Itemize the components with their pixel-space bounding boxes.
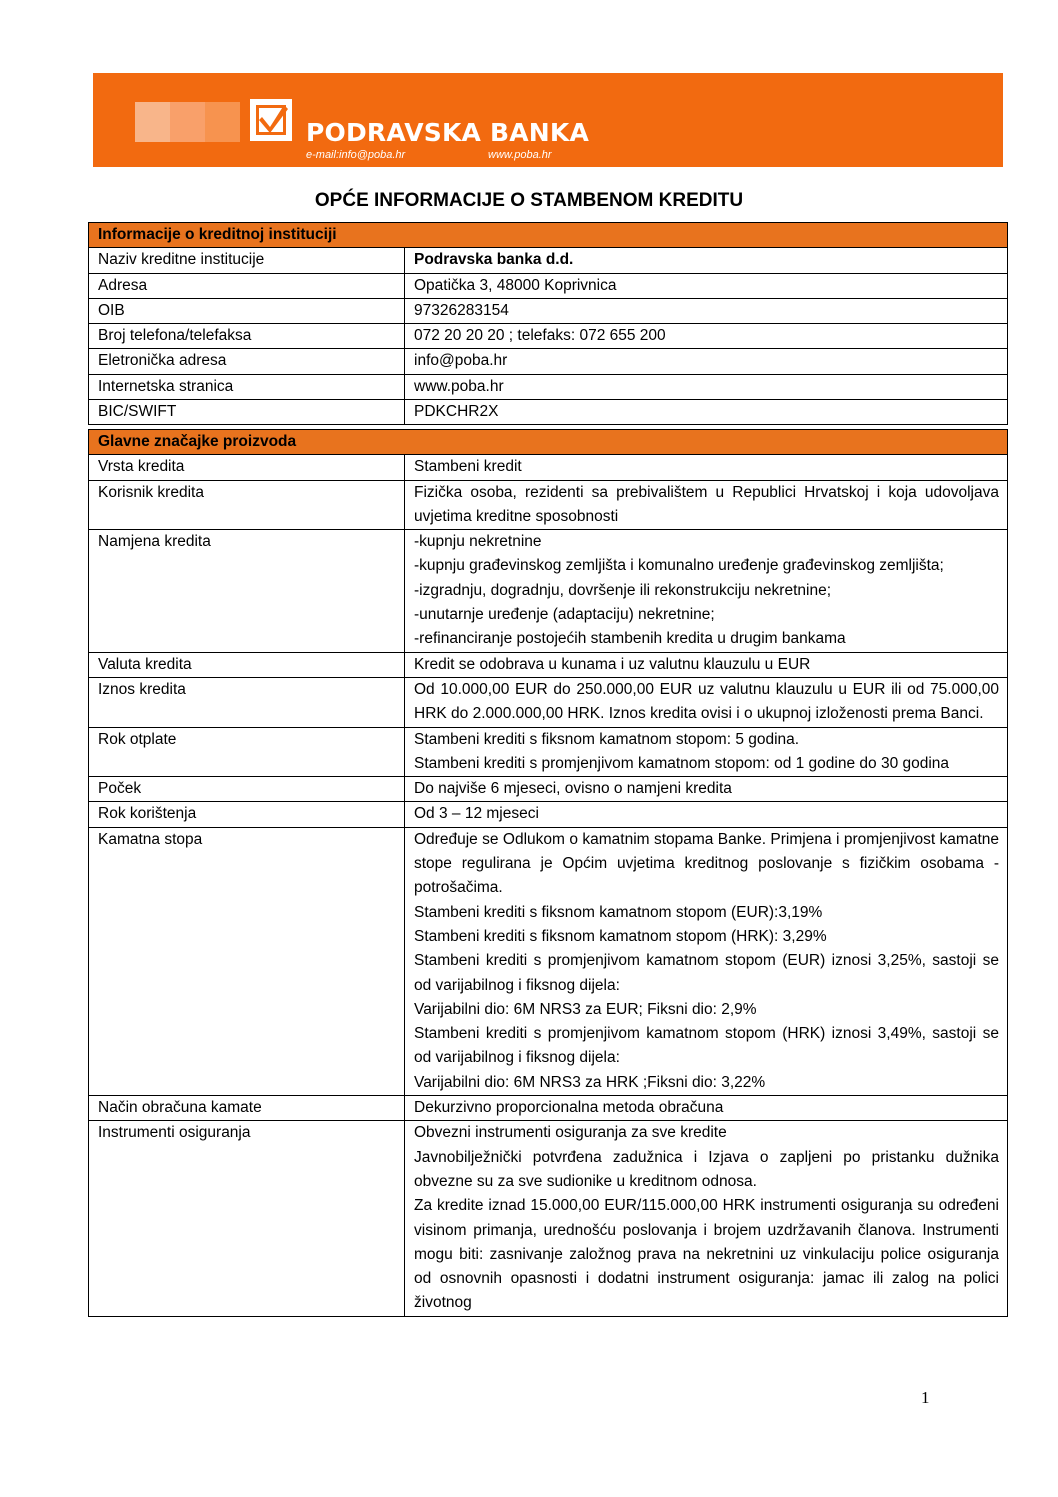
value-line: Do najviše 6 mjeseci, ovisno o namjeni kredita — [414, 780, 732, 798]
value-line: Stambeni krediti s fiksnom kamatnom stopom (EUR):3,19% — [414, 903, 823, 921]
row-value — [405, 480, 1008, 530]
row-label: Namjena kredita — [89, 530, 405, 652]
bank-logo-icon — [250, 99, 292, 141]
table-row — [89, 248, 1008, 273]
table-row — [89, 273, 1008, 298]
value-line: Varijabilni dio: 6M NRS3 za EUR; Fiksni dio: 2,9% — [414, 1000, 757, 1018]
value-line: -kupnju nekretnine — [414, 533, 542, 551]
value-line: -unutarnje uređenje (adaptaciju) nekretnine; — [414, 606, 715, 624]
row-value — [405, 652, 1008, 677]
brand-square-1 — [135, 102, 170, 142]
table-row — [89, 652, 1008, 677]
value-line: Stambeni krediti s promjenjivom kamatnom stopom (HRK) iznosi 3,49%, sastoji se od varijabilnog i fiksnog dijela: — [414, 1025, 999, 1067]
row-label: Način obračuna kamate — [89, 1096, 405, 1121]
brand-square-2 — [170, 102, 205, 142]
value-line: Javnobilježnički potvrđena zadužnica i Izjava o zapljeni po pristanku dužnika obvezne su za sve sudionike u kreditnom odnosa. — [414, 1148, 999, 1190]
table-row — [89, 1096, 1008, 1121]
table-row — [89, 777, 1008, 802]
row-label: Iznos kredita — [89, 677, 405, 727]
institution-table — [88, 222, 1008, 425]
row-value — [405, 1121, 1008, 1316]
row-label: Adresa — [89, 273, 405, 298]
table-row — [89, 727, 1008, 777]
brand-square-3 — [205, 102, 240, 142]
row-value: PDKCHR2X — [405, 400, 1008, 425]
table-row — [89, 530, 1008, 652]
table-row — [89, 455, 1008, 480]
row-value[interactable]: www.poba.hr — [405, 374, 1008, 399]
value-line: Varijabilni dio: 6M NRS3 za HRK ;Fiksni dio: 3,22% — [414, 1073, 766, 1091]
row-value: 072 20 20 20 ; telefaks: 072 655 200 — [405, 324, 1008, 349]
row-value: Opatička 3, 48000 Koprivnica — [405, 273, 1008, 298]
value-line: Za kredite iznad 15.000,00 EUR/115.000,00 HRK instrumenti osiguranja su određeni visinom primanja, urednošću poslovanja i brojem uzdržavanih članova. Instrumenti mogu biti: zasnivanje založnog prava na nekretnini uz vinkulaciju police osiguranja od osnovnih opasnosti i dodatni instrument osiguranja: jamac ili zalog na polici životnog — [414, 1197, 999, 1312]
row-label: Valuta kredita — [89, 652, 405, 677]
row-label: Korisnik kredita — [89, 480, 405, 530]
row-value — [405, 530, 1008, 652]
brand-email[interactable]: e-mail:info@poba.hr — [306, 149, 406, 161]
row-value: Podravska banka d.d. — [405, 248, 1008, 273]
page-number: 1 — [921, 1388, 930, 1407]
row-value — [405, 827, 1008, 1095]
product-table — [88, 429, 1008, 1317]
row-value — [405, 455, 1008, 480]
row-label: Internetska stranica — [89, 374, 405, 399]
brand-website[interactable]: www.poba.hr — [488, 149, 552, 161]
value-line: Od 10.000,00 EUR do 250.000,00 EUR uz valutnu klauzulu u EUR ili od 75.000,00 HRK do 2.000.000,00 HRK. Iznos kredita ovisi i o ukupnoj izloženosti prema Banci. — [414, 680, 999, 723]
table-heading-row — [89, 223, 1008, 248]
value-line: Stambeni krediti s fiksnom kamatnom stopom (HRK): 3,29% — [414, 927, 827, 945]
table-row — [89, 677, 1008, 727]
row-value — [405, 777, 1008, 802]
value-line: Stambeni krediti s promjenjivom kamatnom stopom: od 1 godine do 30 godina — [414, 754, 950, 772]
value-line: Stambeni kredit — [414, 458, 522, 476]
table-heading-row — [89, 430, 1008, 455]
row-label: Instrumenti osiguranja — [89, 1121, 405, 1316]
row-label: Poček — [89, 777, 405, 802]
table-row — [89, 480, 1008, 530]
row-value[interactable]: info@poba.hr — [405, 349, 1008, 374]
row-label: Broj telefona/telefaksa — [89, 324, 405, 349]
table-row — [89, 1121, 1008, 1316]
row-value — [405, 1096, 1008, 1121]
table-row — [89, 298, 1008, 323]
value-line: -izgradnju, dogradnju, dovršenje ili rekonstrukciju nekretnine; — [414, 581, 832, 599]
row-label: Kamatna stopa — [89, 827, 405, 1095]
brand-name: PODRAVSKA BANKA — [306, 118, 590, 147]
institution-heading: Informacije o kreditnoj instituciji — [89, 223, 1008, 248]
table-row — [89, 802, 1008, 827]
value-line: Stambeni krediti s fiksnom kamatnom stopom: 5 godina. — [414, 730, 800, 748]
value-line: Dekurzivno proporcionalna metoda obračuna — [414, 1099, 724, 1117]
row-label: Vrsta kredita — [89, 455, 405, 480]
row-label: Naziv kreditne institucije — [89, 248, 405, 273]
row-label: Rok otplate — [89, 727, 405, 777]
table-row — [89, 349, 1008, 374]
product-heading: Glavne značajke proizvoda — [89, 430, 1008, 455]
row-label: Eletronička adresa — [89, 349, 405, 374]
row-label: BIC/SWIFT — [89, 400, 405, 425]
value-line: -kupnju građevinskog zemljišta i komunalno uređenje građevinskog zemljišta; — [414, 557, 944, 575]
row-value — [405, 727, 1008, 777]
table-row — [89, 827, 1008, 1095]
value-line: Kredit se odobrava u kunama i uz valutnu klauzulu u EUR — [414, 655, 811, 673]
row-label: OIB — [89, 298, 405, 323]
row-value: 97326283154 — [405, 298, 1008, 323]
row-value — [405, 677, 1008, 727]
table-row — [89, 374, 1008, 399]
table-row — [89, 400, 1008, 425]
row-value — [405, 802, 1008, 827]
value-line: Stambeni krediti s promjenjivom kamatnom stopom (EUR) iznosi 3,25%, sastoji se od varijabilnog i fiksnog dijela: — [414, 952, 999, 994]
table-row — [89, 324, 1008, 349]
value-line: Fizička osoba, rezidenti sa prebivalištem u Republici Hrvatskoj i koja udovoljava uvjetima kreditne sposobnosti — [414, 483, 999, 525]
value-line: Od 3 – 12 mjeseci — [414, 805, 539, 823]
page-title: OPĆE INFORMACIJE O STAMBENOM KREDITU — [314, 190, 744, 211]
value-line: -refinanciranje postojećih stambenih kredita u drugim bankama — [414, 630, 846, 648]
value-line: Obvezni instrumenti osiguranja za sve kredite — [414, 1124, 727, 1142]
row-label: Rok korištenja — [89, 802, 405, 827]
value-line: Određuje se Odlukom o kamatnim stopama Banke. Primjena i promjenjivost kamatne stope regulirana je Općim uvjetima kreditnog poslovanje s fizičkim osobama -potrošačima. — [414, 830, 999, 897]
